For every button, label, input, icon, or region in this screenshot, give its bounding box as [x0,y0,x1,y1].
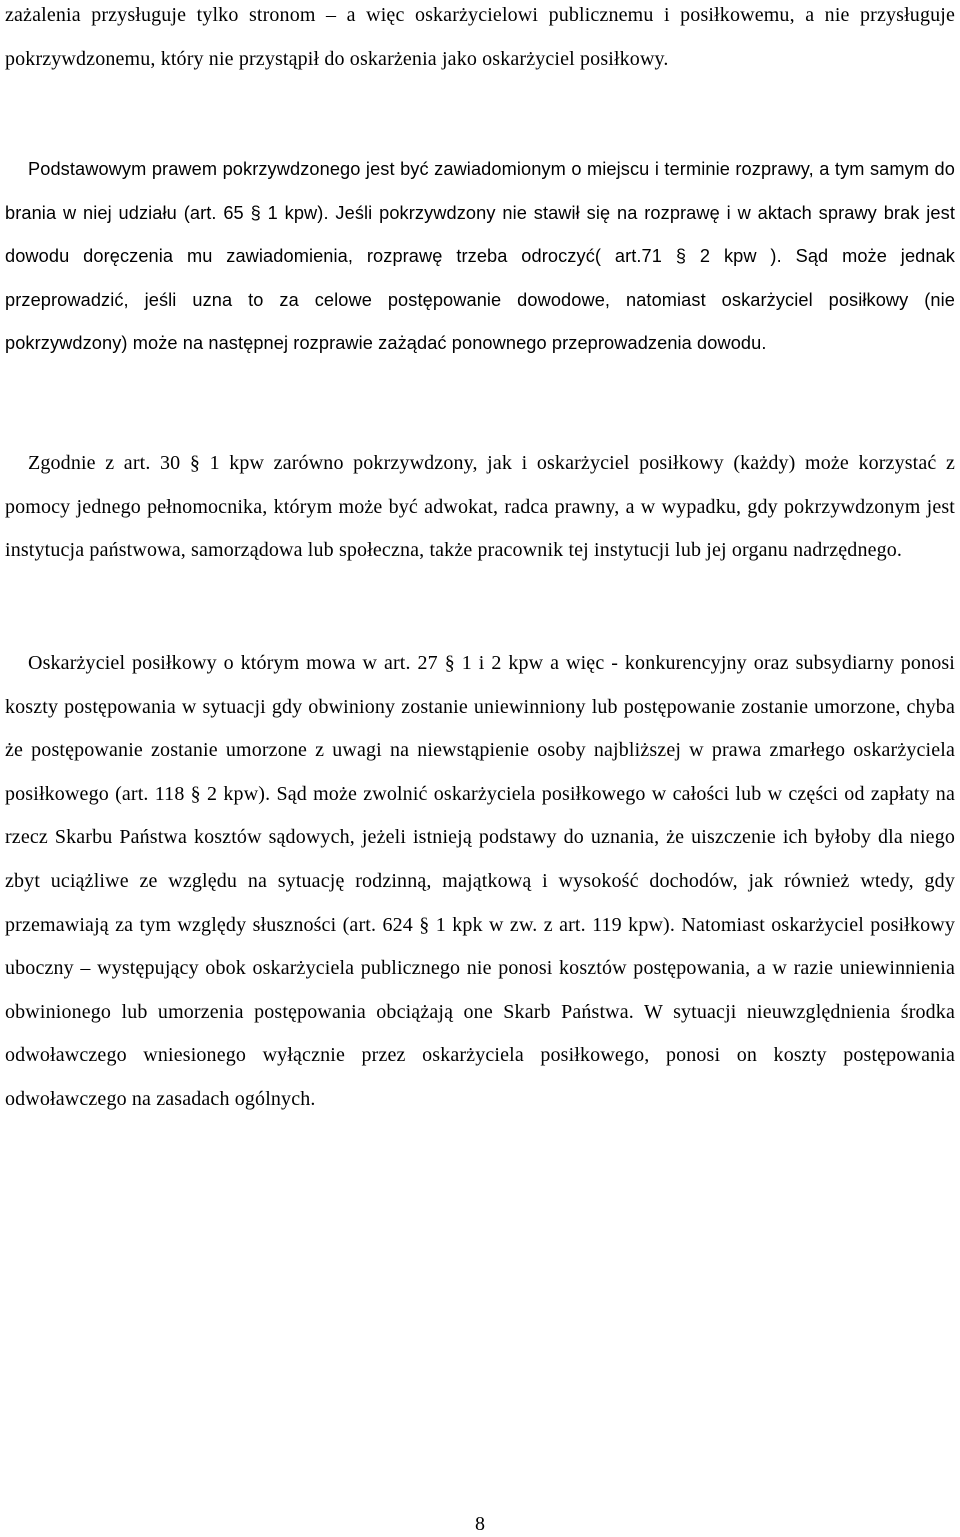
paragraph-text: Podstawowym prawem pokrzywdzonego jest być zawiadomionym o miejscu i terminie rozprawy, a tym samym do brania w niej udziału (art. 65 § 1 kpw). Jeśli pokrzywdzony nie stawił się na rozprawę i w aktach sprawy brak jest dowodu doręczenia mu zawiadomienia, rozprawę trzeba odroczyć( art.71 § 2 kpw ). Sąd może jednak przeprowadzić, jeśli uzna to za celowe postępowanie dowodowe, natomiast oskarżyciel posiłkowy (nie pokrzywdzony) może na następnej rozprawie zażądać ponownego przeprowadzenia dowodu. [5,159,955,354]
page-number: 8 [475,1513,485,1535]
paragraph-costs [5,642,955,1122]
paragraph-text: Zgodnie z art. 30 § 1 kpw zarówno pokrzywdzony, jak i oskarżyciel posiłkowy (każdy) może korzystać z pomocy jednego pełnomocnika, którym może być adwokat, radca prawny, a w wypadku, gdy pokrzywdzonym jest instytucja państwowa, samorządowa lub społeczna, także pracownik tej instytucji lub jej organu nadrzędnego. [5,452,955,562]
paragraph-right-to-appeal: zażalenia przysługuje tylko stronom – a więc oskarżycielowi publicznemu i posiłkowemu, a nie przysługuje pokrzywdzonemu, który nie przystąpił do oskarżenia jako oskarżyciel posiłkowy. [5,4,955,70]
paragraph-injured-party-rights [5,148,955,366]
paragraph-text: Oskarżyciel posiłkowy o którym mowa w art. 27 § 1 i 2 kpw a więc - konkurencyjny oraz subsydiarny ponosi koszty postępowania w sytuacji gdy obwiniony zostanie uniewinniony lub postępowanie zostanie umorzone, chyba że postępowanie zostanie umorzone z uwagi na niewstąpienie osoby najbliższej w prawa zmarłego oskarżyciela posiłkowego (art. 118 § 2 kpw). Sąd może zwolnić oskarżyciela posiłkowego w całości lub w części od zapłaty na rzecz Skarbu Państwa kosztów sądowych, jeżeli istnieją podstawy do uznania, że uiszczenie ich byłoby dla niego zbyt uciążliwe ze względu na sytuację rodzinną, majątkową i wysokość dochodów, jak również wtedy, gdy przemawiają za tym względy słuszności (art. 624 § 1 kpk w zw. z art. 119 kpw). Natomiast oskarżyciel posiłkowy uboczny – występujący obok oskarżyciela publicznego nie ponosi kosztów postępowania, a w razie uniewinnienia obwinionego lub umorzenia postępowania obciążają one Skarb Państwa. W sytuacji nieuwzględnienia środka odwoławczego wniesionego wyłącznie przez oskarżyciela posiłkowego, ponosi on koszty postępowania odwoławczego na zasadach ogólnych. [5,652,955,1110]
paragraph-attorney [5,442,955,573]
